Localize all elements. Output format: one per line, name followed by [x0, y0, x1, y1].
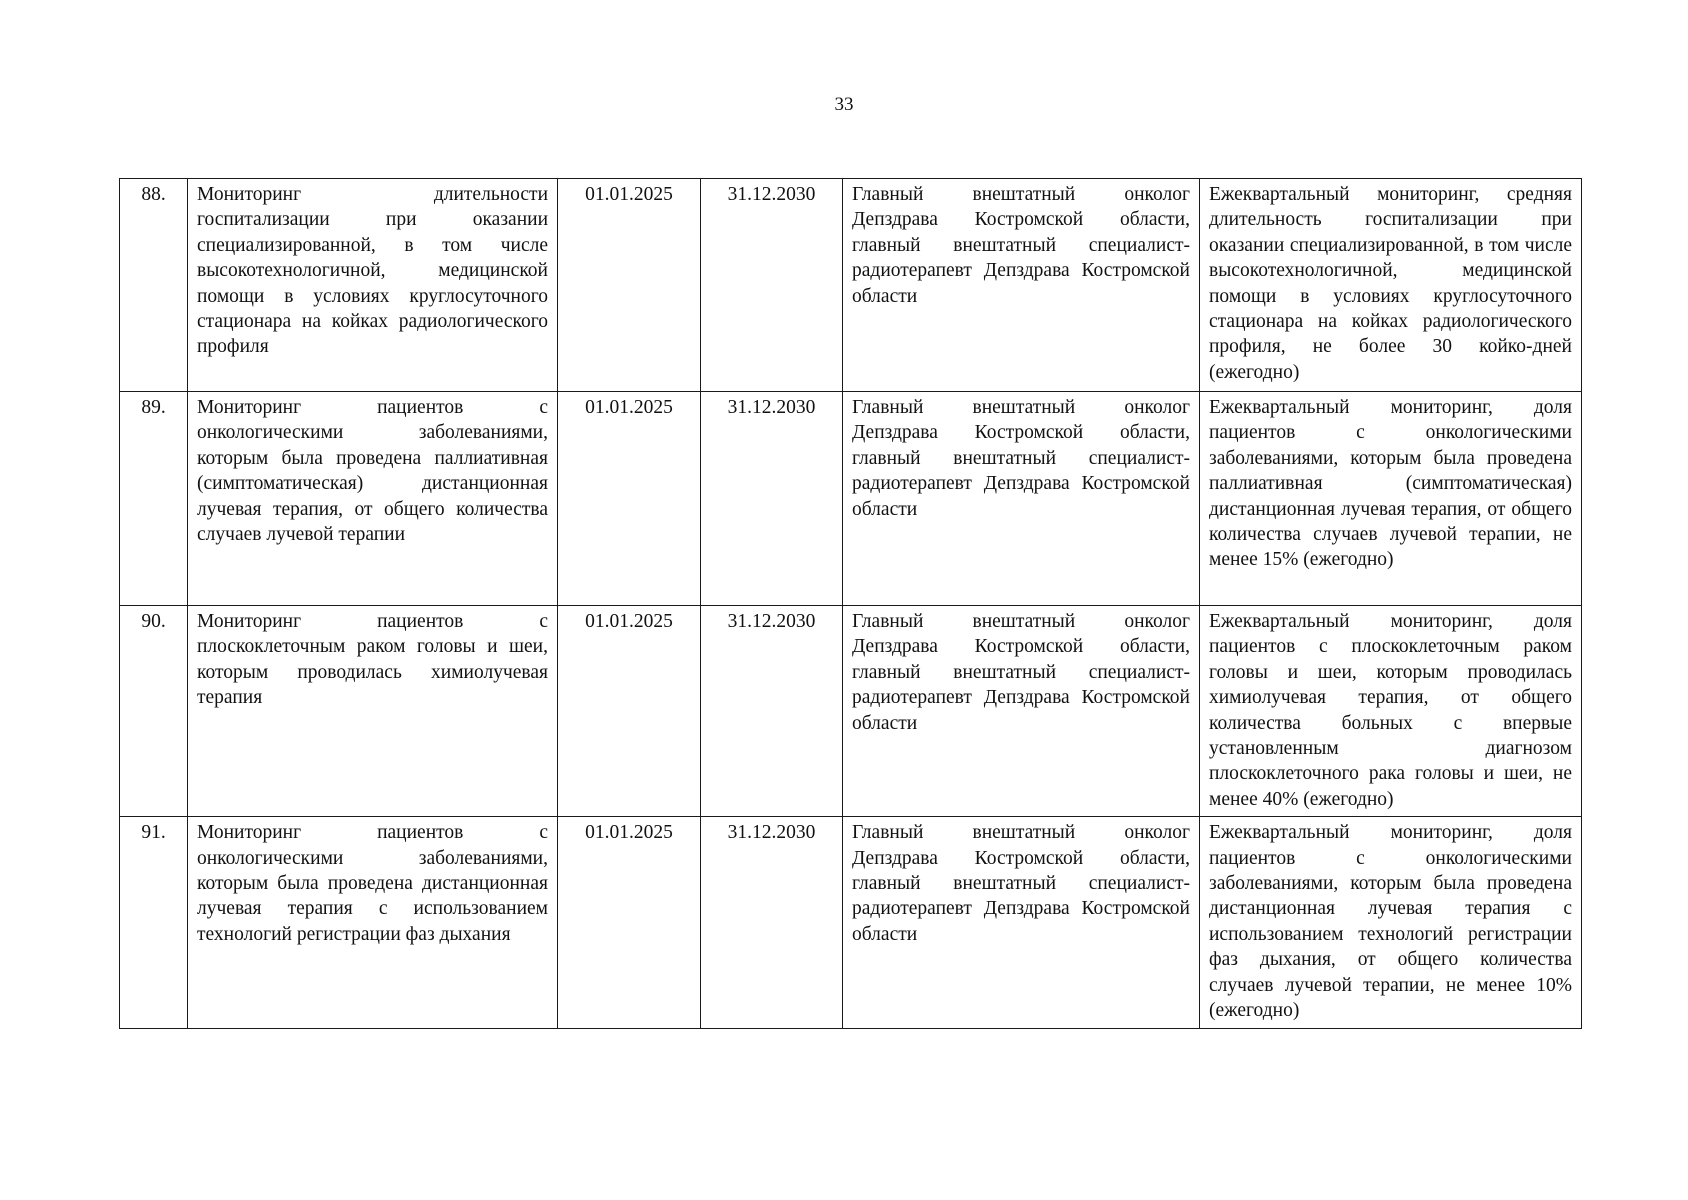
expected-result: Ежеквартальный мониторинг, доля пациентов с плоскоклеточным раком головы и шеи, которым проводилась химиолучевая терапия, от общего количества больных с впервые установленным диагнозом плоскоклеточного рака головы и шеи, не менее 40% (ежегодно)	[1200, 606, 1582, 817]
start-date: 01.01.2025	[558, 817, 701, 1028]
responsible-person: Главный внештатный онколог Депздрава Костромской области, главный внештатный специалист-радиотерапевт Депздрава Костромской области	[843, 179, 1200, 392]
row-number: 88.	[120, 179, 188, 392]
measures-table	[119, 178, 1582, 1029]
table-row	[120, 606, 1582, 817]
measure-name: Мониторинг пациентов с онкологическими заболеваниями, которым была проведена дистанционная лучевая терапия с использованием технологий регистрации фаз дыхания	[188, 817, 558, 1028]
measure-name: Мониторинг пациентов с плоскоклеточным раком головы и шеи, которым проводилась химиолучевая терапия	[188, 606, 558, 817]
responsible-person: Главный внештатный онколог Депздрава Костромской области, главный внештатный специалист-радиотерапевт Депздрава Костромской области	[843, 817, 1200, 1028]
end-date: 31.12.2030	[701, 817, 843, 1028]
end-date: 31.12.2030	[701, 392, 843, 606]
expected-result: Ежеквартальный мониторинг, средняя длительность госпитализации при оказании специализированной, в том числе высокотехнологичной, медицинской помощи в условиях круглосуточного стационара на койках радиологического профиля, не более 30 койко-дней (ежегодно)	[1200, 179, 1582, 392]
measure-name: Мониторинг пациентов с онкологическими заболеваниями, которым была проведена паллиативная (симптоматическая) дистанционная лучевая терапия, от общего количества случаев лучевой терапии	[188, 392, 558, 606]
measure-name: Мониторинг длительности госпитализации при оказании специализированной, в том числе высокотехнологичной, медицинской помощи в условиях круглосуточного стационара на койках радиологического профиля	[188, 179, 558, 392]
row-number: 89.	[120, 392, 188, 606]
page-number: 33	[834, 94, 854, 115]
end-date: 31.12.2030	[701, 606, 843, 817]
table-row	[120, 817, 1582, 1028]
start-date: 01.01.2025	[558, 179, 701, 392]
responsible-person: Главный внештатный онколог Депздрава Костромской области, главный внештатный специалист-радиотерапевт Депздрава Костромской области	[843, 392, 1200, 606]
expected-result: Ежеквартальный мониторинг, доля пациентов с онкологическими заболеваниями, которым была проведена паллиативная (симптоматическая) дистанционная лучевая терапия, от общего количества случаев лучевой терапии, не менее 15% (ежегодно)	[1200, 392, 1582, 606]
end-date: 31.12.2030	[701, 179, 843, 392]
start-date: 01.01.2025	[558, 392, 701, 606]
start-date: 01.01.2025	[558, 606, 701, 817]
row-number: 90.	[120, 606, 188, 817]
table-row	[120, 392, 1582, 606]
row-number: 91.	[120, 817, 188, 1028]
expected-result: Ежеквартальный мониторинг, доля пациентов с онкологическими заболеваниями, которым была проведена дистанционная лучевая терапия с использованием технологий регистрации фаз дыхания, от общего количества случаев лучевой терапии, не менее 10% (ежегодно)	[1200, 817, 1582, 1028]
responsible-person: Главный внештатный онколог Депздрава Костромской области, главный внештатный специалист-радиотерапевт Депздрава Костромской области	[843, 606, 1200, 817]
table-row	[120, 179, 1582, 392]
